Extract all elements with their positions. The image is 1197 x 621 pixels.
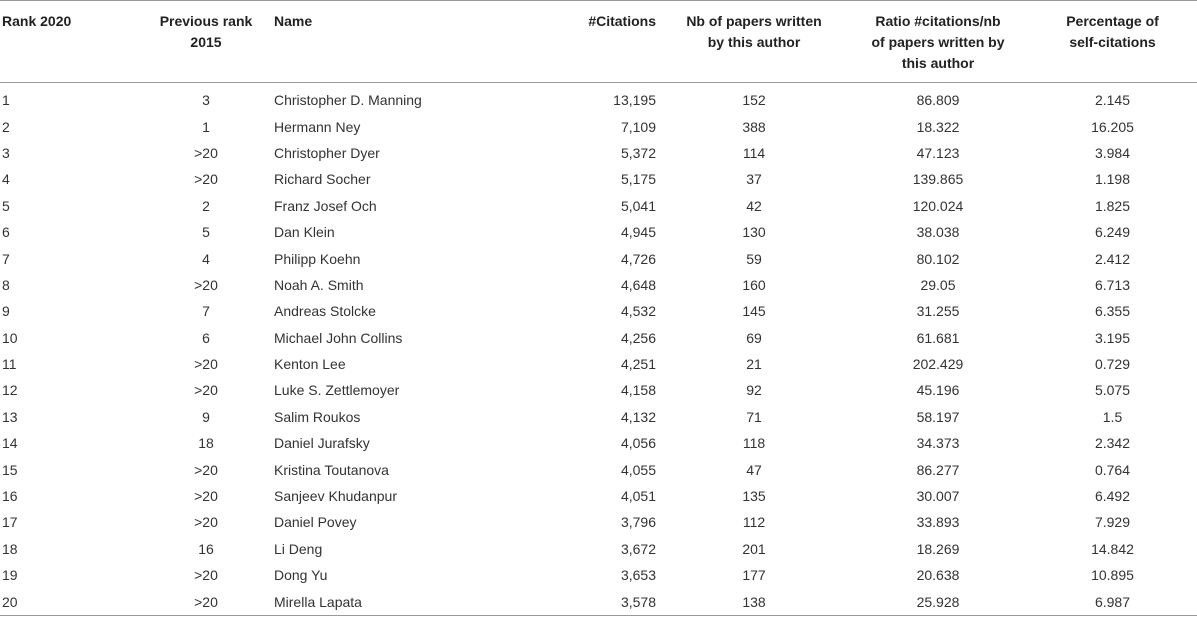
header-ratio-line-2: of papers written by: [871, 34, 1005, 50]
cell-author-name: Salim Roukos: [274, 408, 361, 425]
cell-nb-papers: 177: [742, 567, 766, 584]
cell-nb-papers: 42: [746, 197, 762, 214]
table-row: [0, 140, 1197, 166]
cell-self-citations: 5.075: [1094, 382, 1131, 399]
cell-self-citations: 1.825: [1094, 197, 1131, 214]
table-row: [0, 193, 1197, 219]
cell-rank-2020: 6: [2, 224, 10, 241]
cell-ratio: 120.024: [912, 197, 964, 214]
cell-previous-rank: 4: [202, 250, 210, 267]
table-row: [0, 509, 1197, 535]
cell-nb-papers: 201: [742, 540, 766, 557]
cell-rank-2020: 17: [2, 514, 18, 531]
cell-citations: 3,578: [620, 593, 656, 610]
cell-previous-rank: 7: [202, 303, 210, 320]
cell-author-name: Daniel Jurafsky: [274, 435, 370, 452]
cell-rank-2020: 16: [2, 488, 18, 505]
cell-nb-papers: 130: [742, 224, 766, 241]
cell-nb-papers: 37: [746, 171, 762, 188]
cell-ratio: 20.638: [916, 567, 960, 584]
cell-nb-papers: 21: [746, 356, 762, 373]
cell-rank-2020: 3: [2, 144, 10, 161]
cell-author-name: Philipp Koehn: [274, 250, 361, 267]
header-prev-line-1: Previous rank: [159, 13, 253, 29]
cell-rank-2020: 14: [2, 435, 18, 452]
cell-ratio: 86.277: [916, 461, 960, 478]
cell-self-citations: 6.987: [1094, 593, 1131, 610]
cell-nb-papers: 152: [742, 92, 766, 109]
cell-rank-2020: 4: [2, 171, 10, 188]
cell-previous-rank: >20: [194, 593, 218, 610]
table-row: [0, 113, 1197, 139]
cell-rank-2020: 2: [2, 118, 10, 135]
cell-ratio: 45.196: [916, 382, 960, 399]
cell-self-citations: 14.842: [1091, 540, 1134, 557]
cell-ratio: 202.429: [912, 356, 964, 373]
cell-nb-papers: 145: [742, 303, 766, 320]
cell-self-citations: 1.5: [1102, 408, 1123, 425]
header-self-citations: [1028, 1, 1197, 83]
cell-author-name: Dan Klein: [274, 224, 335, 241]
table-row: [0, 245, 1197, 271]
header-ratio: [848, 1, 1028, 83]
cell-previous-rank: >20: [194, 144, 218, 161]
cell-nb-papers: 69: [746, 329, 762, 346]
cell-previous-rank: 5: [202, 224, 210, 241]
cell-ratio: 31.255: [916, 303, 960, 320]
table-body: [0, 83, 1197, 616]
table-row: [0, 456, 1197, 482]
cell-previous-rank: >20: [194, 567, 218, 584]
cell-previous-rank: 6: [202, 329, 210, 346]
table-row: [0, 272, 1197, 298]
cell-citations: 4,726: [620, 250, 656, 267]
cell-citations: 4,532: [620, 303, 656, 320]
cell-previous-rank: 1: [202, 118, 210, 135]
header-row: [0, 1, 1197, 83]
cell-previous-rank: 9: [202, 408, 210, 425]
header-rank-2020: [0, 1, 142, 83]
cell-self-citations: 16.205: [1091, 118, 1134, 135]
header-citations: [552, 1, 660, 83]
cell-nb-papers: 92: [746, 382, 762, 399]
cell-ratio: 29.05: [920, 276, 956, 293]
table-header: [0, 1, 1197, 83]
cell-citations: 7,109: [620, 118, 656, 135]
cell-author-name: Dong Yu: [274, 567, 328, 584]
cell-previous-rank: 2: [202, 197, 210, 214]
cell-citations: 4,945: [620, 224, 656, 241]
table-row: [0, 219, 1197, 245]
cell-ratio: 38.038: [916, 224, 960, 241]
cell-nb-papers: 138: [742, 593, 766, 610]
cell-self-citations: 0.764: [1094, 461, 1131, 478]
cell-self-citations: 6.492: [1094, 488, 1131, 505]
cell-nb-papers: 114: [742, 144, 766, 161]
cell-citations: 4,158: [620, 382, 656, 399]
table-row: [0, 536, 1197, 562]
cell-citations: 4,648: [620, 276, 656, 293]
cell-citations: 4,056: [620, 435, 656, 452]
header-ratio-line-1: Ratio #citations/nb: [875, 13, 1001, 29]
cell-author-name: Daniel Povey: [274, 514, 357, 531]
cell-citations: 4,132: [620, 408, 656, 425]
table-row: [0, 325, 1197, 351]
header-nb-papers: [660, 1, 848, 83]
cell-author-name: Kristina Toutanova: [274, 461, 389, 478]
cell-self-citations: 6.249: [1094, 224, 1131, 241]
cell-nb-papers: 135: [742, 488, 766, 505]
cell-rank-2020: 5: [2, 197, 10, 214]
cell-ratio: 58.197: [916, 408, 960, 425]
cell-rank-2020: 1: [2, 92, 10, 109]
cell-previous-rank: >20: [194, 382, 218, 399]
cell-citations: 5,372: [620, 144, 656, 161]
cell-rank-2020: 13: [2, 408, 18, 425]
table-row: [0, 83, 1197, 114]
cell-ratio: 34.373: [916, 435, 960, 452]
cell-rank-2020: 19: [2, 567, 18, 584]
header-name: [270, 1, 552, 83]
cell-previous-rank: >20: [194, 488, 218, 505]
table-row: [0, 404, 1197, 430]
header-self-line-2: self-citations: [1069, 34, 1156, 50]
cell-citations: 3,672: [620, 540, 656, 557]
cell-citations: 4,256: [620, 329, 656, 346]
cell-author-name: Hermann Ney: [274, 118, 361, 135]
cell-previous-rank: >20: [194, 356, 218, 373]
cell-ratio: 61.681: [916, 329, 960, 346]
cell-self-citations: 6.355: [1094, 303, 1131, 320]
cell-previous-rank: 16: [198, 540, 214, 557]
cell-ratio: 47.123: [916, 144, 960, 161]
table-row: [0, 377, 1197, 403]
header-name-label: Name: [274, 13, 313, 29]
cell-self-citations: 2.145: [1094, 92, 1131, 109]
cell-previous-rank: >20: [194, 514, 218, 531]
cell-citations: 4,251: [620, 356, 656, 373]
cell-ratio: 30.007: [916, 488, 960, 505]
cell-author-name: Sanjeev Khudanpur: [274, 488, 397, 505]
cell-citations: 3,796: [620, 514, 656, 531]
cell-author-name: Noah A. Smith: [274, 276, 364, 293]
header-nb-line-1: Nb of papers written: [686, 13, 822, 29]
cell-rank-2020: 9: [2, 303, 10, 320]
cell-ratio: 18.322: [916, 118, 960, 135]
header-prev-line-2: 2015: [190, 34, 222, 50]
table-row: [0, 588, 1197, 615]
cell-citations: 13,195: [613, 92, 656, 109]
cell-nb-papers: 71: [746, 408, 762, 425]
cell-self-citations: 0.729: [1094, 356, 1131, 373]
cell-nb-papers: 47: [746, 461, 762, 478]
cell-previous-rank: >20: [194, 171, 218, 188]
cell-author-name: Richard Socher: [274, 171, 371, 188]
cell-citations: 3,653: [620, 567, 656, 584]
cell-self-citations: 1.198: [1094, 171, 1131, 188]
cell-nb-papers: 112: [742, 514, 766, 531]
header-ratio-line-3: this author: [901, 55, 975, 71]
cell-previous-rank: 3: [202, 92, 210, 109]
table-row: [0, 562, 1197, 588]
cell-author-name: Andreas Stolcke: [274, 303, 376, 320]
cell-author-name: Luke S. Zettlemoyer: [274, 382, 400, 399]
cell-self-citations: 3.195: [1094, 329, 1131, 346]
cell-rank-2020: 15: [2, 461, 18, 478]
cell-rank-2020: 20: [2, 593, 18, 610]
cell-self-citations: 6.713: [1094, 276, 1131, 293]
cell-ratio: 25.928: [916, 593, 960, 610]
table-row: [0, 166, 1197, 192]
cell-ratio: 33.893: [916, 514, 960, 531]
cell-ratio: 139.865: [912, 171, 964, 188]
table-row: [0, 483, 1197, 509]
cell-nb-papers: 59: [746, 250, 762, 267]
cell-self-citations: 2.342: [1094, 435, 1131, 452]
cell-author-name: Christopher D. Manning: [274, 92, 422, 109]
cell-ratio: 86.809: [916, 92, 960, 109]
cell-citations: 5,175: [620, 171, 656, 188]
cell-rank-2020: 8: [2, 276, 10, 293]
cell-rank-2020: 11: [2, 356, 17, 373]
cell-author-name: Franz Josef Och: [274, 197, 377, 214]
cell-nb-papers: 160: [742, 276, 766, 293]
header-previous-rank-2015: [142, 1, 270, 83]
cell-citations: 5,041: [620, 197, 656, 214]
cell-nb-papers: 388: [742, 118, 766, 135]
header-rank-label: Rank 2020: [2, 13, 72, 29]
cell-ratio: 80.102: [916, 250, 960, 267]
cell-rank-2020: 10: [2, 329, 18, 346]
cell-self-citations: 2.412: [1094, 250, 1131, 267]
cell-author-name: Michael John Collins: [274, 329, 403, 346]
cell-author-name: Mirella Lapata: [274, 593, 362, 610]
cell-previous-rank: >20: [194, 461, 218, 478]
cell-nb-papers: 118: [742, 435, 766, 452]
table-row: [0, 298, 1197, 324]
cell-ratio: 18.269: [916, 540, 960, 557]
cell-previous-rank: 18: [198, 435, 214, 452]
cell-author-name: Christopher Dyer: [274, 144, 380, 161]
cell-citations: 4,051: [620, 488, 656, 505]
cell-self-citations: 7.929: [1094, 514, 1131, 531]
cell-author-name: Li Deng: [274, 540, 323, 557]
table-row: [0, 351, 1197, 377]
header-nb-line-2: by this author: [707, 34, 801, 50]
cell-previous-rank: >20: [194, 276, 218, 293]
cell-citations: 4,055: [620, 461, 656, 478]
cell-author-name: Kenton Lee: [274, 356, 346, 373]
cell-self-citations: 10.895: [1091, 567, 1134, 584]
header-citations-label: #Citations: [588, 13, 656, 29]
cell-rank-2020: 12: [2, 382, 18, 399]
cell-rank-2020: 18: [2, 540, 18, 557]
header-self-line-1: Percentage of: [1066, 13, 1159, 29]
table-row: [0, 430, 1197, 456]
cell-rank-2020: 7: [2, 250, 10, 267]
cell-self-citations: 3.984: [1094, 144, 1131, 161]
